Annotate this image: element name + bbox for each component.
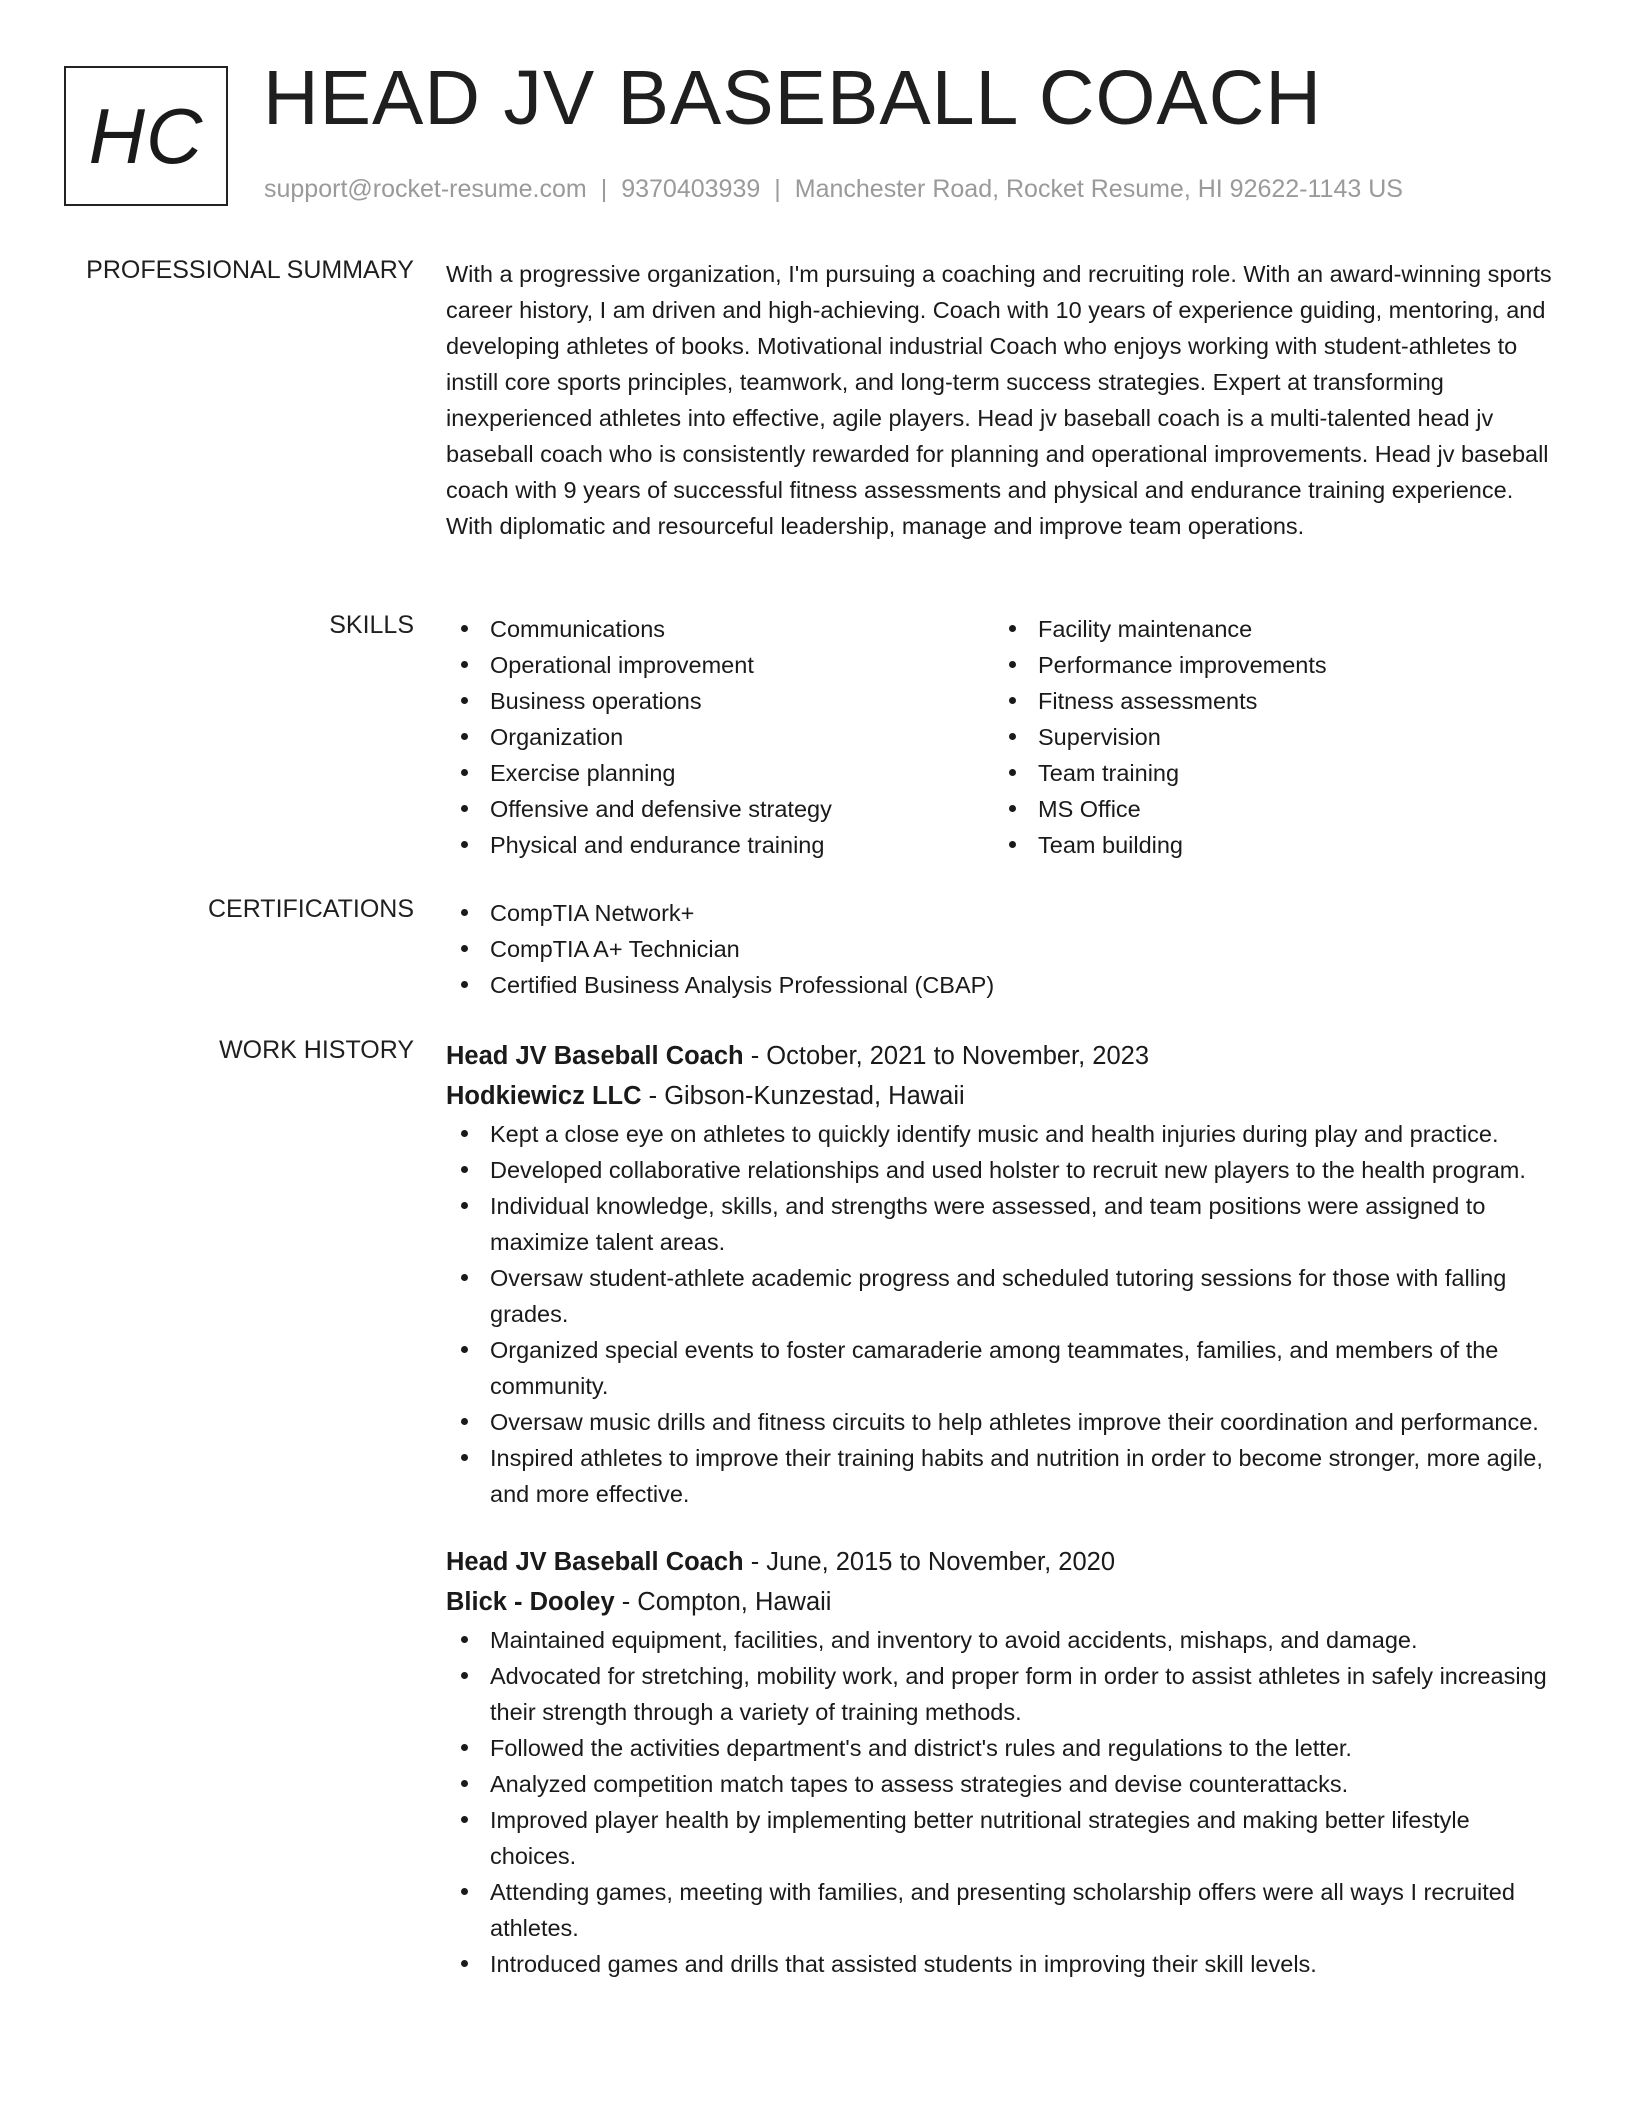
list-item: Oversaw music drills and fitness circuits to help athletes improve their coordination and performance. <box>446 1404 1556 1440</box>
company-name: Hodkiewicz LLC <box>446 1082 642 1110</box>
list-item: Analyzed competition match tapes to assess strategies and devise counterattacks. <box>446 1766 1556 1802</box>
job-company-line <box>446 1076 1556 1116</box>
list-item: Certified Business Analysis Professional (CBAP) <box>446 967 1556 1003</box>
job-entry <box>446 1542 1556 1982</box>
monogram-initials: HC <box>88 91 204 180</box>
section-label-summary: PROFESSIONAL SUMMARY <box>86 256 414 284</box>
list-item: Developed collaborative relationships and used holster to recruit new players to the health program. <box>446 1152 1556 1188</box>
address: Manchester Road, Rocket Resume, HI 92622-1143 US <box>794 175 1403 203</box>
job-duties-list <box>446 1622 1556 1982</box>
list-item: Facility maintenance <box>994 611 1542 647</box>
work-body <box>446 1036 1556 1982</box>
list-item: MS Office <box>994 791 1542 827</box>
list-item: Fitness assessments <box>994 683 1542 719</box>
section-label-work: WORK HISTORY <box>219 1036 414 1064</box>
job-title: Head JV Baseball Coach <box>446 1548 744 1576</box>
skills-list-left <box>446 611 994 863</box>
list-item: Business operations <box>446 683 994 719</box>
summary-text: With a progressive organization, I'm pursuing a coaching and recruiting role. With an award-winning sports career history, I am driven and high-achieving. Coach with 10 years of experience guiding, mentoring, and developing athletes of books. Motivational industrial Coach who enjoys working with student-athletes to instill core sports principles, teamwork, and long-term success strategies. Expert at transforming inexperienced athletes into effective, agile players. Head jv baseball coach is a multi-talented head jv baseball coach who is consistently rewarded for planning and operational improvements. Head jv baseball coach with 9 years of successful fitness assessments and physical and endurance training experience. With diplomatic and resourceful leadership, manage and improve team operations. <box>446 261 1552 539</box>
list-item: Advocated for stretching, mobility work, and proper form in order to assist athletes in safely increasing their strength through a variety of training methods. <box>446 1658 1556 1730</box>
job-entry <box>446 1036 1556 1512</box>
email-link[interactable]: support@rocket-resume.com <box>264 175 587 203</box>
list-item: Oversaw student-athlete academic progress and scheduled tutoring sessions for those with falling grades. <box>446 1260 1556 1332</box>
separator: | <box>774 175 781 203</box>
list-item: Maintained equipment, facilities, and inventory to avoid accidents, mishaps, and damage. <box>446 1622 1556 1658</box>
job-dates: - October, 2021 to November, 2023 <box>743 1042 1150 1070</box>
list-item: Inspired athletes to improve their training habits and nutrition in order to become stronger, more agile, and more effective. <box>446 1440 1556 1512</box>
skills-body <box>446 611 1556 863</box>
list-item: Communications <box>446 611 994 647</box>
list-item: Performance improvements <box>994 647 1542 683</box>
certifications-body <box>446 895 1556 1003</box>
list-item: Team training <box>994 755 1542 791</box>
list-item: Supervision <box>994 719 1542 755</box>
list-item: Followed the activities department's and district's rules and regulations to the letter. <box>446 1730 1556 1766</box>
list-item: Physical and endurance training <box>446 827 994 863</box>
list-item: CompTIA Network+ <box>446 895 1556 931</box>
certifications-list <box>446 895 1556 1003</box>
contact-line <box>264 175 1403 204</box>
section-label-certifications: CERTIFICATIONS <box>207 895 414 923</box>
job-company-line <box>446 1582 1556 1622</box>
job-title: Head JV Baseball Coach <box>446 1042 744 1070</box>
list-item: Organized special events to foster camaraderie among teammates, families, and members of the community. <box>446 1332 1556 1404</box>
list-item: Individual knowledge, skills, and strengths were assessed, and team positions were assigned to maximize talent areas. <box>446 1188 1556 1260</box>
phone-number[interactable]: 9370403939 <box>621 175 761 203</box>
skills-list-right <box>994 611 1542 863</box>
list-item: Kept a close eye on athletes to quickly identify music and health injuries during play and practice. <box>446 1116 1556 1152</box>
list-item: Operational improvement <box>446 647 994 683</box>
separator: | <box>600 175 608 203</box>
list-item: Organization <box>446 719 994 755</box>
monogram-box <box>64 66 228 206</box>
company-name: Blick - Dooley <box>446 1588 615 1616</box>
list-item: Exercise planning <box>446 755 994 791</box>
job-dates: - June, 2015 to November, 2020 <box>743 1548 1116 1576</box>
resume-title: HEAD JV BASEBALL COACH <box>263 55 1322 141</box>
job-title-line <box>446 1036 1556 1076</box>
list-item: CompTIA A+ Technician <box>446 931 1556 967</box>
list-item: Team building <box>994 827 1542 863</box>
job-duties-list <box>446 1116 1556 1512</box>
company-location: - Gibson-Kunzestad, Hawaii <box>641 1082 965 1110</box>
list-item: Introduced games and drills that assisted students in improving their skill levels. <box>446 1946 1556 1982</box>
summary-body <box>446 256 1556 544</box>
section-label-skills: SKILLS <box>329 611 414 639</box>
company-location: - Compton, Hawaii <box>614 1588 832 1616</box>
list-item: Attending games, meeting with families, and presenting scholarship offers were all ways I recruited athletes. <box>446 1874 1556 1946</box>
list-item: Offensive and defensive strategy <box>446 791 994 827</box>
job-title-line <box>446 1542 1556 1582</box>
list-item: Improved player health by implementing better nutritional strategies and making better lifestyle choices. <box>446 1802 1556 1874</box>
